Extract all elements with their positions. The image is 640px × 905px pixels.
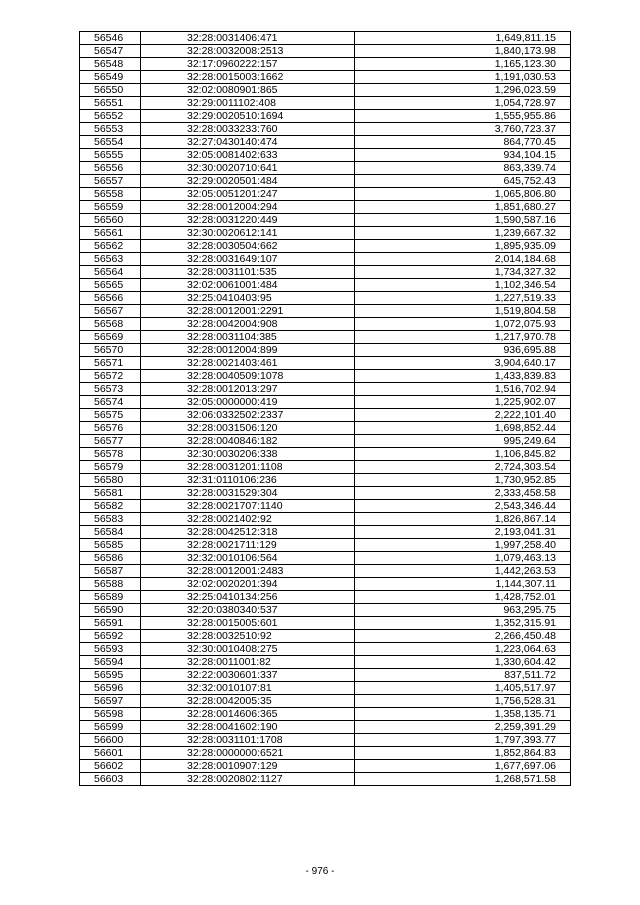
- amount-cell: 1,797,393.77: [355, 734, 571, 747]
- amount-cell: 2,543,346.44: [355, 500, 571, 513]
- row-index-cell: 56583: [80, 513, 141, 526]
- amount-cell: 1,227,519.33: [355, 292, 571, 305]
- amount-cell: 1,223,064.63: [355, 643, 571, 656]
- row-index-cell: 56591: [80, 617, 141, 630]
- amount-cell: 995,249.64: [355, 435, 571, 448]
- row-index-cell: 56556: [80, 162, 141, 175]
- cadastral-number-cell: 32:28:0032008:2513: [141, 45, 355, 58]
- amount-cell: 863,339.74: [355, 162, 571, 175]
- amount-cell: 1,730,952.85: [355, 474, 571, 487]
- table-row: [80, 708, 571, 721]
- table-row: [80, 760, 571, 773]
- cadastral-number-cell: 32:28:0015005:601: [141, 617, 355, 630]
- amount-cell: 1,054,728.97: [355, 97, 571, 110]
- table-row: [80, 409, 571, 422]
- row-index-cell: 56598: [80, 708, 141, 721]
- row-index-cell: 56582: [80, 500, 141, 513]
- table-row: [80, 734, 571, 747]
- cadastral-number-cell: 32:28:0031529:304: [141, 487, 355, 500]
- amount-cell: 2,222,101.40: [355, 409, 571, 422]
- row-index-cell: 56590: [80, 604, 141, 617]
- amount-cell: 1,330,604.42: [355, 656, 571, 669]
- cadastral-number-cell: 32:28:0040509:1078: [141, 370, 355, 383]
- cadastral-number-cell: 32:28:0040846:182: [141, 435, 355, 448]
- row-index-cell: 56553: [80, 123, 141, 136]
- row-index-cell: 56552: [80, 110, 141, 123]
- cadastral-number-cell: 32:17:0960222:157: [141, 58, 355, 71]
- table-row: [80, 331, 571, 344]
- table-row: [80, 201, 571, 214]
- page-number: - 976 -: [305, 866, 335, 877]
- cadastral-number-cell: 32:28:0015003:1662: [141, 71, 355, 84]
- table-row: [80, 500, 571, 513]
- table-row: [80, 448, 571, 461]
- table-row: [80, 617, 571, 630]
- table-row: [80, 97, 571, 110]
- cadastral-number-cell: 32:25:0410403:95: [141, 292, 355, 305]
- table-row: [80, 58, 571, 71]
- amount-cell: 1,405,517.97: [355, 682, 571, 695]
- table-row: [80, 279, 571, 292]
- cadastral-number-cell: 32:02:0020201:394: [141, 578, 355, 591]
- table-row: [80, 370, 571, 383]
- amount-cell: 2,259,391.29: [355, 721, 571, 734]
- row-index-cell: 56594: [80, 656, 141, 669]
- table-row: [80, 188, 571, 201]
- amount-cell: 2,193,041.31: [355, 526, 571, 539]
- cadastral-number-cell: 32:28:0042005:35: [141, 695, 355, 708]
- amount-cell: 1,191,030.53: [355, 71, 571, 84]
- table-row: [80, 435, 571, 448]
- cadastral-number-cell: 32:28:0031101:1708: [141, 734, 355, 747]
- amount-cell: 2,266,450.48: [355, 630, 571, 643]
- cadastral-number-cell: 32:28:0042004:908: [141, 318, 355, 331]
- cadastral-number-cell: 32:28:0030504:662: [141, 240, 355, 253]
- amount-cell: 837,511.72: [355, 669, 571, 682]
- table-row: [80, 773, 571, 786]
- row-index-cell: 56596: [80, 682, 141, 695]
- amount-cell: 1,677,697.06: [355, 760, 571, 773]
- table-row: [80, 45, 571, 58]
- amount-cell: 1,519,804.58: [355, 305, 571, 318]
- amount-cell: 1,352,315.91: [355, 617, 571, 630]
- table-row: [80, 526, 571, 539]
- table-row: [80, 136, 571, 149]
- amount-cell: 2,724,303.54: [355, 461, 571, 474]
- row-index-cell: 56555: [80, 149, 141, 162]
- row-index-cell: 56565: [80, 279, 141, 292]
- row-index-cell: 56568: [80, 318, 141, 331]
- row-index-cell: 56589: [80, 591, 141, 604]
- amount-cell: 1,516,702.94: [355, 383, 571, 396]
- table-row: [80, 552, 571, 565]
- amount-cell: 1,590,587.16: [355, 214, 571, 227]
- table-row: [80, 669, 571, 682]
- amount-cell: 1,433,839.83: [355, 370, 571, 383]
- cadastral-number-cell: 32:02:0080901:865: [141, 84, 355, 97]
- amount-cell: 934,104.15: [355, 149, 571, 162]
- cadastral-number-cell: 32:28:0031104:385: [141, 331, 355, 344]
- cadastral-number-cell: 32:02:0061001:484: [141, 279, 355, 292]
- table-row: [80, 578, 571, 591]
- data-table: [79, 31, 571, 786]
- row-index-cell: 56580: [80, 474, 141, 487]
- cadastral-number-cell: 32:20:0380340:537: [141, 604, 355, 617]
- row-index-cell: 56595: [80, 669, 141, 682]
- row-index-cell: 56550: [80, 84, 141, 97]
- row-index-cell: 56574: [80, 396, 141, 409]
- row-index-cell: 56575: [80, 409, 141, 422]
- table-row: [80, 565, 571, 578]
- amount-cell: 1,997,258.40: [355, 539, 571, 552]
- table-row: [80, 84, 571, 97]
- table-row: [80, 305, 571, 318]
- table-row: [80, 656, 571, 669]
- row-index-cell: 56566: [80, 292, 141, 305]
- cadastral-number-cell: 32:28:0033233:760: [141, 123, 355, 136]
- cadastral-number-cell: 32:28:0021403:461: [141, 357, 355, 370]
- cadastral-number-cell: 32:28:0020802:1127: [141, 773, 355, 786]
- row-index-cell: 56549: [80, 71, 141, 84]
- amount-cell: 1,826,867.14: [355, 513, 571, 526]
- table-row: [80, 344, 571, 357]
- amount-cell: 1,698,852.44: [355, 422, 571, 435]
- table-row: [80, 643, 571, 656]
- table-row: [80, 604, 571, 617]
- amount-cell: 1,079,463.13: [355, 552, 571, 565]
- row-index-cell: 56573: [80, 383, 141, 396]
- row-index-cell: 56570: [80, 344, 141, 357]
- cadastral-number-cell: 32:28:0012004:294: [141, 201, 355, 214]
- table-row: [80, 591, 571, 604]
- row-index-cell: 56597: [80, 695, 141, 708]
- table-row: [80, 513, 571, 526]
- row-index-cell: 56592: [80, 630, 141, 643]
- row-index-cell: 56599: [80, 721, 141, 734]
- row-index-cell: 56564: [80, 266, 141, 279]
- amount-cell: 936,695.88: [355, 344, 571, 357]
- cadastral-number-cell: 32:32:0010107:81: [141, 682, 355, 695]
- table-row: [80, 214, 571, 227]
- table-row: [80, 539, 571, 552]
- cadastral-number-cell: 32:29:0011102:408: [141, 97, 355, 110]
- row-index-cell: 56551: [80, 97, 141, 110]
- cadastral-number-cell: 32:28:0031506:120: [141, 422, 355, 435]
- cadastral-number-cell: 32:06:0332502:2337: [141, 409, 355, 422]
- cadastral-number-cell: 32:05:0000000:419: [141, 396, 355, 409]
- row-index-cell: 56567: [80, 305, 141, 318]
- amount-cell: 1,144,307.11: [355, 578, 571, 591]
- amount-cell: 1,072,075.93: [355, 318, 571, 331]
- amount-cell: 1,102,346.54: [355, 279, 571, 292]
- row-index-cell: 56585: [80, 539, 141, 552]
- row-index-cell: 56554: [80, 136, 141, 149]
- cadastral-number-cell: 32:28:0042512:318: [141, 526, 355, 539]
- cadastral-number-cell: 32:28:0032510:92: [141, 630, 355, 643]
- cadastral-number-cell: 32:30:0010408:275: [141, 643, 355, 656]
- row-index-cell: 56587: [80, 565, 141, 578]
- row-index-cell: 56548: [80, 58, 141, 71]
- amount-cell: 1,852,864.83: [355, 747, 571, 760]
- amount-cell: 1,106,845.82: [355, 448, 571, 461]
- row-index-cell: 56546: [80, 32, 141, 45]
- amount-cell: 963,295.75: [355, 604, 571, 617]
- cadastral-number-cell: 32:28:0021707:1140: [141, 500, 355, 513]
- table-row: [80, 123, 571, 136]
- cadastral-number-cell: 32:28:0021402:92: [141, 513, 355, 526]
- row-index-cell: 56593: [80, 643, 141, 656]
- table-row: [80, 357, 571, 370]
- table-row: [80, 110, 571, 123]
- cadastral-number-cell: 32:28:0011001:82: [141, 656, 355, 669]
- amount-cell: 645,752.43: [355, 175, 571, 188]
- cadastral-number-cell: 32:22:0030601:337: [141, 669, 355, 682]
- cadastral-number-cell: 32:30:0020710:641: [141, 162, 355, 175]
- row-index-cell: 56581: [80, 487, 141, 500]
- cadastral-number-cell: 32:28:0031201:1108: [141, 461, 355, 474]
- row-index-cell: 56578: [80, 448, 141, 461]
- row-index-cell: 56560: [80, 214, 141, 227]
- table-row: [80, 175, 571, 188]
- table-row: [80, 240, 571, 253]
- table-row: [80, 266, 571, 279]
- row-index-cell: 56586: [80, 552, 141, 565]
- table-body: [80, 32, 571, 786]
- row-index-cell: 56547: [80, 45, 141, 58]
- table-row: [80, 682, 571, 695]
- table-row: [80, 747, 571, 760]
- cadastral-number-cell: 32:28:0000000:6521: [141, 747, 355, 760]
- amount-cell: 2,014,184.68: [355, 253, 571, 266]
- amount-cell: 1,555,955.86: [355, 110, 571, 123]
- row-index-cell: 56584: [80, 526, 141, 539]
- amount-cell: 1,225,902.07: [355, 396, 571, 409]
- amount-cell: 1,442,263.53: [355, 565, 571, 578]
- amount-cell: 1,851,680.27: [355, 201, 571, 214]
- amount-cell: 1,296,023.59: [355, 84, 571, 97]
- table-row: [80, 227, 571, 240]
- table-row: [80, 422, 571, 435]
- cadastral-number-cell: 32:28:0012001:2483: [141, 565, 355, 578]
- amount-cell: 1,734,327.32: [355, 266, 571, 279]
- amount-cell: 1,268,571.58: [355, 773, 571, 786]
- cadastral-number-cell: 32:28:0014606:365: [141, 708, 355, 721]
- row-index-cell: 56600: [80, 734, 141, 747]
- cadastral-number-cell: 32:28:0031101:535: [141, 266, 355, 279]
- cadastral-number-cell: 32:28:0031406:471: [141, 32, 355, 45]
- amount-cell: 3,760,723.37: [355, 123, 571, 136]
- cadastral-number-cell: 32:28:0012013:297: [141, 383, 355, 396]
- cadastral-number-cell: 32:29:0020510:1694: [141, 110, 355, 123]
- table-row: [80, 292, 571, 305]
- cadastral-number-cell: 32:05:0081402:633: [141, 149, 355, 162]
- amount-cell: 1,895,935.09: [355, 240, 571, 253]
- table-row: [80, 149, 571, 162]
- cadastral-number-cell: 32:28:0012001:2291: [141, 305, 355, 318]
- amount-cell: 1,756,528.31: [355, 695, 571, 708]
- table-row: [80, 396, 571, 409]
- row-index-cell: 56572: [80, 370, 141, 383]
- amount-cell: 1,358,135.71: [355, 708, 571, 721]
- row-index-cell: 56577: [80, 435, 141, 448]
- table-row: [80, 474, 571, 487]
- cadastral-number-cell: 32:25:0410134:256: [141, 591, 355, 604]
- row-index-cell: 56588: [80, 578, 141, 591]
- row-index-cell: 56563: [80, 253, 141, 266]
- cadastral-number-cell: 32:28:0031649:107: [141, 253, 355, 266]
- row-index-cell: 56603: [80, 773, 141, 786]
- cadastral-number-cell: 32:27:0430140:474: [141, 136, 355, 149]
- amount-cell: 1,217,970.78: [355, 331, 571, 344]
- amount-cell: 1,239,667.32: [355, 227, 571, 240]
- cadastral-number-cell: 32:30:0030206:338: [141, 448, 355, 461]
- cadastral-number-cell: 32:30:0020612:141: [141, 227, 355, 240]
- table-row: [80, 162, 571, 175]
- cadastral-number-cell: 32:32:0010106:564: [141, 552, 355, 565]
- cadastral-number-cell: 32:29:0020501:484: [141, 175, 355, 188]
- row-index-cell: 56579: [80, 461, 141, 474]
- amount-cell: 1,649,811.15: [355, 32, 571, 45]
- cadastral-number-cell: 32:28:0031220:449: [141, 214, 355, 227]
- row-index-cell: 56561: [80, 227, 141, 240]
- amount-cell: 1,428,752.01: [355, 591, 571, 604]
- row-index-cell: 56571: [80, 357, 141, 370]
- table-row: [80, 721, 571, 734]
- row-index-cell: 56559: [80, 201, 141, 214]
- table-row: [80, 487, 571, 500]
- amount-cell: 1,065,806.80: [355, 188, 571, 201]
- row-index-cell: 56558: [80, 188, 141, 201]
- amount-cell: 3,904,640.17: [355, 357, 571, 370]
- cadastral-number-cell: 32:28:0010907:129: [141, 760, 355, 773]
- amount-cell: 2,333,458.58: [355, 487, 571, 500]
- table-row: [80, 71, 571, 84]
- row-index-cell: 56601: [80, 747, 141, 760]
- cadastral-number-cell: 32:28:0021711:129: [141, 539, 355, 552]
- table-row: [80, 32, 571, 45]
- row-index-cell: 56602: [80, 760, 141, 773]
- row-index-cell: 56576: [80, 422, 141, 435]
- table-row: [80, 318, 571, 331]
- cadastral-number-cell: 32:05:0051201:247: [141, 188, 355, 201]
- table-row: [80, 695, 571, 708]
- amount-cell: 864,770.45: [355, 136, 571, 149]
- amount-cell: 1,840,173.98: [355, 45, 571, 58]
- cadastral-number-cell: 32:28:0012004:899: [141, 344, 355, 357]
- row-index-cell: 56569: [80, 331, 141, 344]
- cadastral-number-cell: 32:31:0110106:236: [141, 474, 355, 487]
- table-row: [80, 253, 571, 266]
- table-row: [80, 461, 571, 474]
- row-index-cell: 56562: [80, 240, 141, 253]
- table-row: [80, 630, 571, 643]
- table-row: [80, 383, 571, 396]
- amount-cell: 1,165,123.30: [355, 58, 571, 71]
- row-index-cell: 56557: [80, 175, 141, 188]
- cadastral-number-cell: 32:28:0041602:190: [141, 721, 355, 734]
